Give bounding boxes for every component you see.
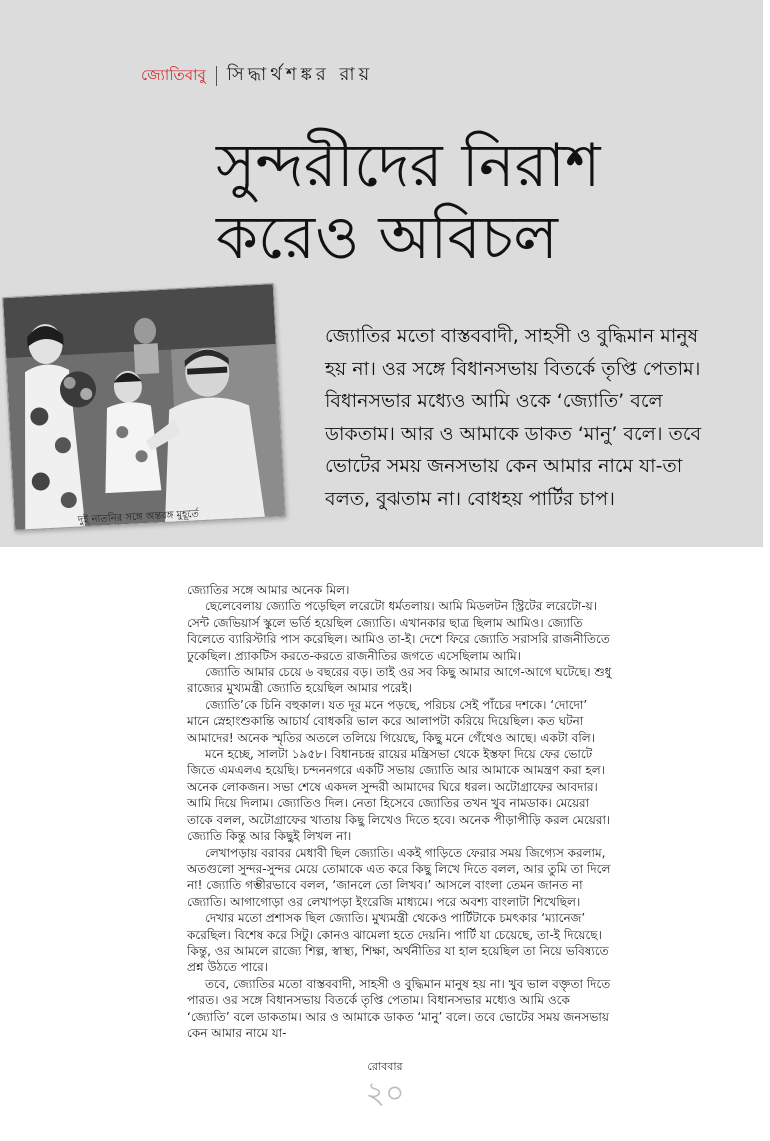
headline-line-2: করেও অবিচল bbox=[216, 203, 558, 273]
headline-line-1: সুন্দরীদের নিরাশ bbox=[216, 131, 601, 201]
article-paragraph: তবে, জ্যোতির মতো বাস্তববাদী, সাহসী ও বুদ্ধিমান মানুষ হয় না। খুব ভাল বক্তৃতা দিতে পারত। ওর সঙ্গে বিধানসভায় বিতর্কে তৃপ্তি পেতাম। বিধানসভার মধ্যেও আমি ওকে ‘জ্যোতি’ বলে ডাকতাম। আর ও আমাকে ডাকত ‘মানু’ বলে। তবে ভোটের সময় জনসভায় কেন আমার নামে যা- bbox=[187, 976, 611, 1040]
headline bbox=[216, 130, 736, 274]
photo-caption: দুই নাতনির সঙ্গে অন্তরঙ্গ মুহূর্তে bbox=[77, 508, 200, 526]
page-number: ২০ bbox=[365, 1076, 405, 1111]
byline-divider bbox=[216, 66, 217, 86]
series-label: জ্যোতিবাবু bbox=[141, 66, 206, 84]
byline bbox=[141, 60, 373, 91]
article-paragraph: লেখাপড়ায় বরাবর মেধাবী ছিল জ্যোতি। একই গাড়িতে ফেরার সময় জিগ্যেস করলাম, অতগুলো সুন্দর-সুন্দর মেয়ে তোমাকে এত করে কিছু লিখে দিতে বলল, আর তুমি তা দিলে না! জ্যোতি গম্ভীরভাবে বলল, ‘জানলে তো লিখব।’ আসলে বাংলা তেমন জানত না জ্যোতি। আগাগোড়া ওর লেখাপড়া ইংরেজি মাধ্যমে। পরে অবশ্য বাংলাটা শিখেছিল। bbox=[187, 845, 611, 909]
footer-day: রোববার bbox=[367, 1060, 403, 1073]
article-paragraph: জ্যোতি আমার চেয়ে ৬ বছরের বড়। তাই ওর সব কিছু আমার আগে-আগে ঘটেছে। শুধু রাজ্যের মুখ্যমন্ত্রী জ্যোতি হয়েছিল আমার পরেই। bbox=[187, 665, 612, 696]
article-paragraph: জ্যোতির সঙ্গে আমার অনেক মিল। bbox=[187, 583, 350, 597]
article-paragraph: দেখার মতো প্রশাসক ছিল জ্যোতি। মুখ্যমন্ত্রী থেকেও পার্টিটাকে চমৎকার ‘ম্যানেজ’ করেছিল। বিশেষ করে সিটু। কোনও ঝামেলা হতে দেয়নি। পার্টি যা চেয়েছে, তা-ই দিয়েছে। কিন্তু, ওর আমলে রাজ্যে শিল্প, স্বাস্থ্য, শিক্ষা, অর্থনীতির যা হাল হয়েছিল তা নিয়ে ভবিষ্যতে প্রশ্ন উঠতে পারে। bbox=[187, 911, 609, 975]
photo bbox=[2, 283, 286, 531]
article-body bbox=[187, 582, 612, 1041]
article-paragraph: মনে হচ্ছে, সালটা ১৯৫৮। বিধানচন্দ্র রায়ের মন্ত্রিসভা থেকে ইস্তফা দিয়ে ফের ভোটে জিতে এমএলএ হয়েছি। চন্দননগরে একটি সভায় জ্যোতি আর আমাকে আমন্ত্রণ করা হল। অনেক লোকজন। সভা শেষে একদল সুন্দরী আমাদের ঘিরে ধরল। অটোগ্রাফের আবদার। আমি দিয়ে দিলাম। জ্যোতিও দিল। নেতা হিসেবে জ্যোতির তখন খুব নামডাক। মেয়েরা তাকে বলল, অটোগ্রাফের খাতায় কিছু লিখেও দিতে হবে। অনেক পীড়াপীড়ি করল মেয়েরা। জ্যোতি কিন্তু আর কিছুই লিখল না। bbox=[187, 747, 611, 844]
author-name: সিদ্ধার্থশঙ্কর রায় bbox=[226, 64, 374, 85]
article-paragraph: ছেলেবেলায় জ্যোতি পড়েছিল লরেটো ধর্মতলায়। আমি মিডলটন স্ট্রিটের লরেটো-য়। সেন্ট জেভিয়ার্স স্কুলে ভর্তি হয়েছিল জ্যোতি। এখানকার ছাত্র ছিলাম আমিও। জ্যোতি বিলেতে ব্যারিস্টারি পাস করেছিল। আমিও তা-ই। দেশে ফিরে জ্যোতি সরাসরি রাজনীতিতে ঢুকেছিল। প্র্যাকটিস করতে-করতে রাজনীতির জগতে এসেছিলাম আমি। bbox=[187, 599, 610, 663]
pull-quote: জ্যোতির মতো বাস্তববাদী, সাহসী ও বুদ্ধিমান মানুষ হয় না। ওর সঙ্গে বিধানসভায় বিতর্কে তৃপ্তি পেতাম। বিধানসভার মধ্যেও আমি ওকে ‘জ্যোতি’ বলে ডাকতাম। আর ও আমাকে ডাকত ‘মানু’ বলে। তবে ভোটের সময় জনসভায় কেন আমার নামে যা-তা বলত, বুঝতাম না। বোধহয় পার্টির চাপ। bbox=[325, 325, 702, 510]
article-paragraph: জ্যোতি’কে চিনি বহুকাল। যত দূর মনে পড়ছে, পরিচয় সেই পাঁচের দশকে। ‘দোদো’ মানে স্নেহাংশুকান্তি আচার্য বোধকরি ভাল করে আলাপটা করিয়ে দিয়েছিল। কত ঘটনা আমাদের! অনেক স্মৃতির অতলে তলিয়ে গিয়েছে, কিছু মনে গেঁথেও আছে। একটা বলি। bbox=[187, 697, 596, 745]
page-footer bbox=[0, 1058, 770, 1111]
photo-illustration bbox=[3, 284, 285, 530]
